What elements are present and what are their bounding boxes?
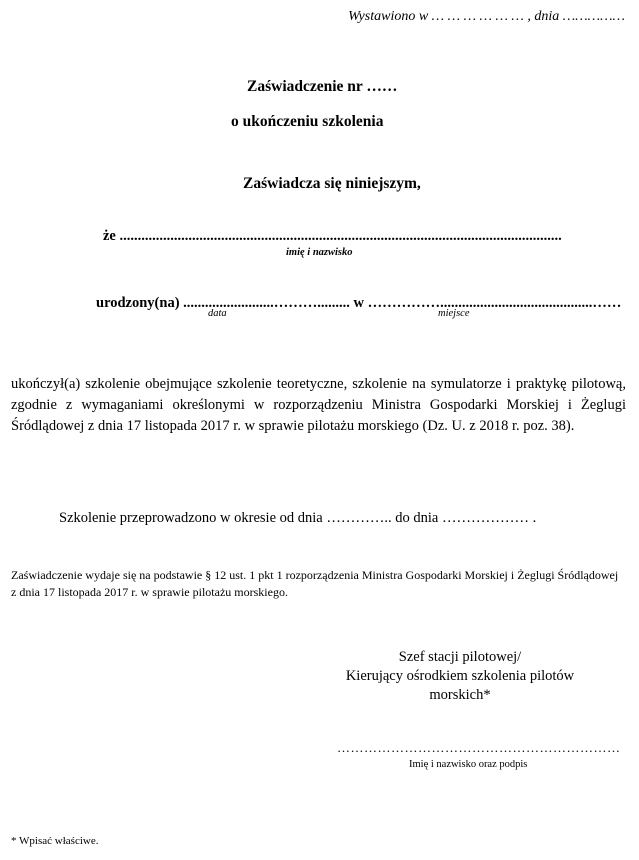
name-field-line: że ..........................................................................................................................: [103, 228, 562, 244]
birth-place-caption: miejsce: [438, 308, 470, 319]
signature-caption: Imię i nazwisko oraz podpis: [409, 759, 528, 770]
certificate-number-title: Zaświadczenie nr ……: [247, 78, 398, 95]
birth-field-line: urodzony(na) .........................………......... w ……………..........................................……: [96, 295, 622, 311]
certification-statement: Zaświadcza się niniejszym,: [243, 175, 421, 192]
footnote: * Wpisać właściwe.: [11, 835, 99, 847]
certificate-subtitle: o ukończeniu szkolenia: [231, 113, 384, 130]
signer-title-line-3: morskich*: [429, 687, 491, 703]
birth-date-caption: data: [208, 308, 227, 319]
legal-basis-paragraph: Zaświadczenie wydaje się na podstawie § 12 ust. 1 pkt 1 rozporządzenia Ministra Gospodarki Morskiej i Żeglugi Śródlądowej z dnia 17 listopada 2017 r. w sprawie pilotażu morskiego.: [11, 568, 619, 599]
issued-place-date-line: Wystawiono w … … … … … … , dnia ……………: [348, 9, 625, 24]
name-field-caption: imię i nazwisko: [286, 247, 353, 258]
signer-block: [340, 648, 580, 705]
training-period-line: Szkolenie przeprowadzono w okresie od dnia ………….. do dnia ……………… .: [59, 510, 537, 526]
signature-dotted-line: ………………………………………………………: [337, 740, 621, 755]
training-completion-paragraph: ukończył(a) szkolenie obejmujące szkolenie teoretyczne, szkolenie na symulatorze i praktykę pilotową, zgodnie z wymaganiami określonymi w rozporządzeniu Ministra Gospodarki Morskiej i Żeglugi Śródlądowej z dnia 17 listopada 2017 r. w sprawie pilotażu morskiego (Dz. U. z 2018 r. poz. 38).: [11, 376, 626, 434]
signer-title-line-2: Kierujący ośrodkiem szkolenia pilotów: [345, 668, 575, 684]
signer-title-line-1: Szef stacji pilotowej/: [398, 649, 522, 665]
